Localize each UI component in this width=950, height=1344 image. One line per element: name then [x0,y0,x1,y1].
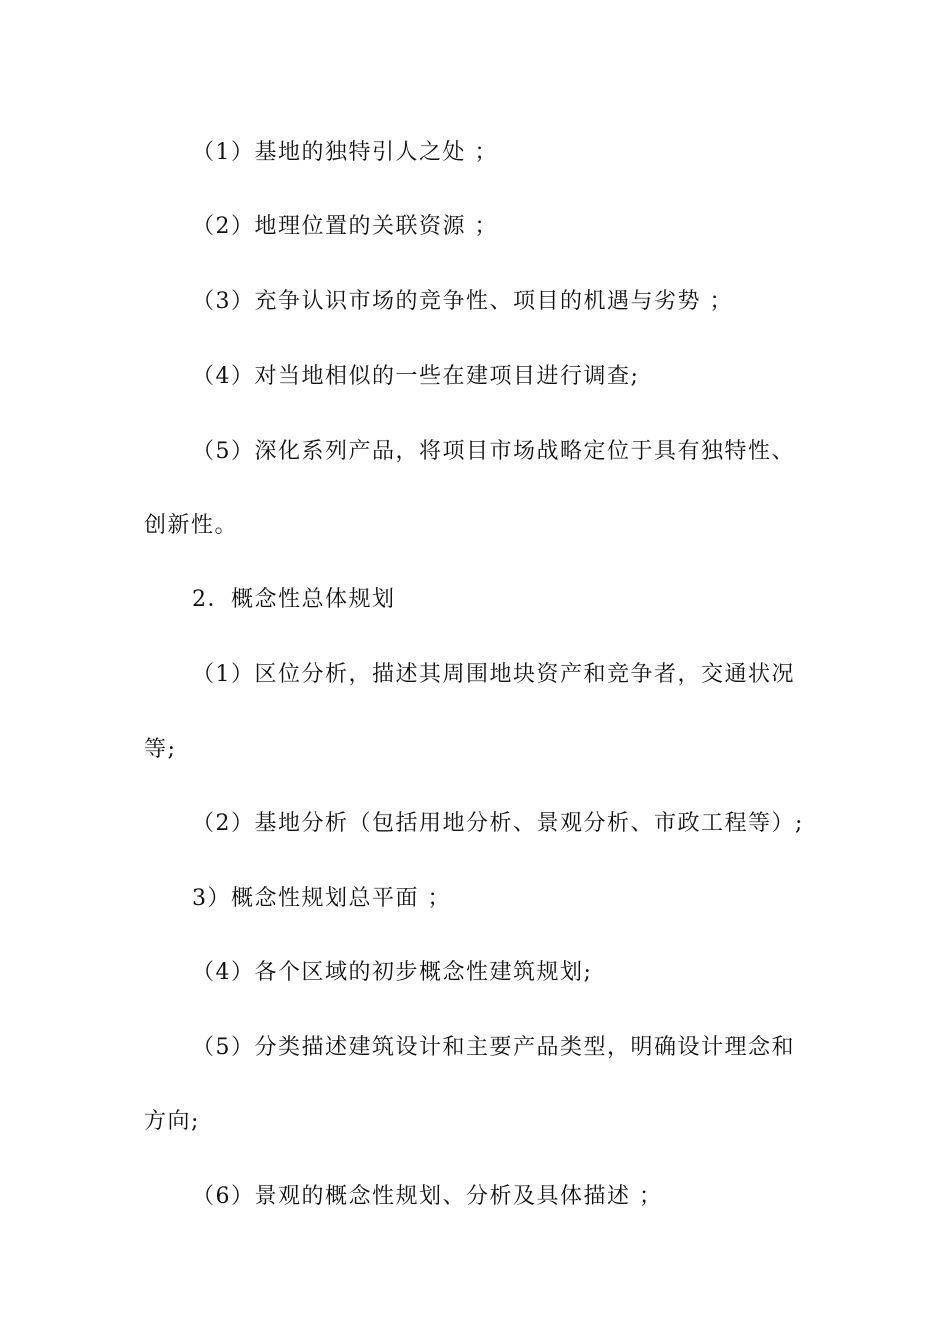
section-heading-2: 2．概念性总体规划 [192,587,396,612]
list-item-3-master-plan: 3）概念性规划总平面 ； [192,886,451,911]
list-item-2-site-analysis: （2）基地分析（包括用地分析、景观分析、市政工程等）; [192,811,804,836]
list-item-6-landscape-plan: （6）景观的概念性规划、分析及具体描述 ； [192,1184,663,1209]
list-item-4-local-survey: （4）对当地相似的一些在建项目进行调查; [192,364,640,389]
list-item-3-market-competition: （3）充争认识市场的竞争性、项目的机遇与劣势 ； [192,289,733,314]
list-item-5-design-description: （5）分类描述建筑设计和主要产品类型，明确设计理念和 [192,1035,795,1060]
list-item-2-location-resources: （2）地理位置的关联资源 ； [192,214,498,239]
list-item-5-continuation: 创新性。 [144,513,239,538]
list-item-1-continuation: 等; [144,737,177,762]
list-item-5-product-positioning: （5）深化系列产品，将项目市场战略定位于具有独特性、 [192,439,795,464]
list-item-5-design-continuation: 方向; [144,1109,200,1134]
list-item-4-architecture-plan: （4）各个区域的初步概念性建筑规划; [192,960,593,985]
list-item-1-location-analysis: （1）区位分析，描述其周围地块资产和竞争者，交通状况 [192,662,795,687]
list-item-1-unique-attractions: （1）基地的独特引人之处 ； [192,140,498,165]
